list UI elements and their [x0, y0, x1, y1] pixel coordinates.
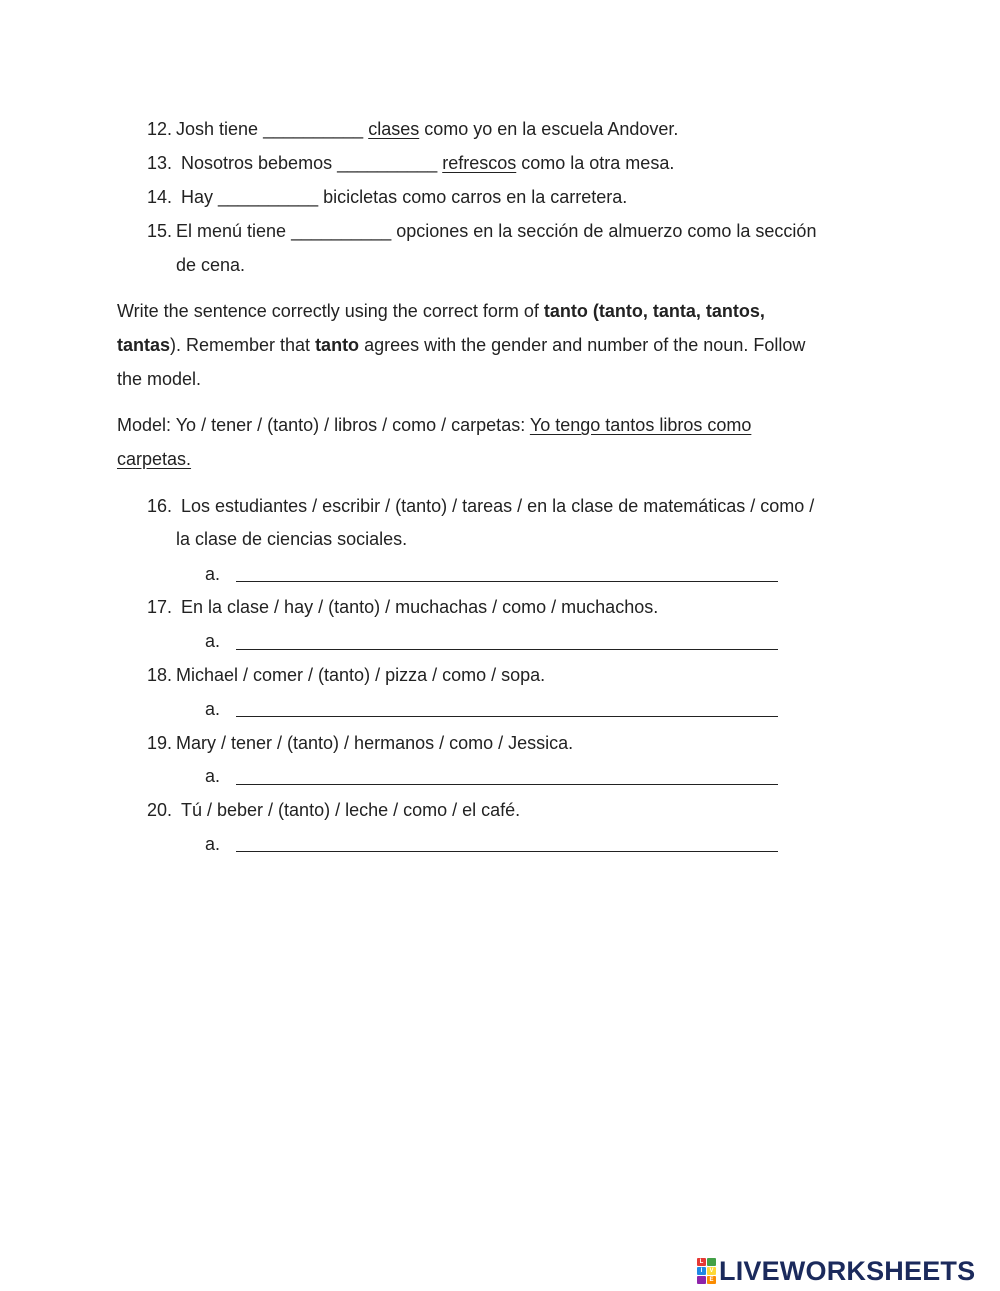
- logo-letter: E: [707, 1276, 716, 1284]
- answer-blank[interactable]: __________: [337, 153, 438, 173]
- liveworksheets-logo: [697, 1255, 976, 1286]
- model-answer-continuation: carpetas.: [117, 449, 192, 469]
- item-number: 17.: [147, 597, 173, 617]
- answer-line[interactable]: [236, 581, 778, 582]
- answer-label: a.: [205, 699, 221, 719]
- sentence-start: Nosotros bebemos: [181, 153, 333, 173]
- answer-line[interactable]: [236, 851, 778, 852]
- answer-label: a.: [205, 834, 221, 854]
- item-number: 15.: [147, 221, 173, 241]
- item-number: 19.: [147, 733, 173, 753]
- answer-blank[interactable]: __________: [291, 221, 392, 241]
- sentence-end: como la otra mesa.: [521, 153, 675, 173]
- instructions-text: the model.: [117, 369, 202, 389]
- exercise-prompt: Michael / comer / (tanto) / pizza / como / sopa.: [176, 665, 546, 685]
- exercise-prompt: Mary / tener / (tanto) / hermanos / como / Jessica.: [176, 733, 574, 753]
- model-answer: Yo tengo tantos libros como: [529, 415, 752, 435]
- answer-label: a.: [205, 766, 221, 786]
- answer-line[interactable]: [236, 716, 778, 717]
- item-number: 20.: [147, 800, 173, 820]
- answer-label: a.: [205, 631, 221, 651]
- answer-blank[interactable]: __________: [263, 119, 364, 139]
- logo-letter: V: [707, 1267, 716, 1275]
- sentence-start: Hay: [181, 187, 214, 207]
- instructions-bold: tanto: [315, 335, 360, 355]
- logo-letter: L: [697, 1258, 706, 1266]
- logo-letter: I: [697, 1267, 706, 1275]
- item-number: 16.: [147, 496, 173, 516]
- instructions-bold: tanto (tanto, tanta, tantos,: [543, 301, 765, 321]
- item-number: 18.: [147, 665, 173, 685]
- logo-blocks-icon: [697, 1258, 716, 1284]
- item-number: 13.: [147, 153, 173, 173]
- noun: clases: [368, 119, 420, 139]
- instructions-text: ). Remember that: [170, 335, 316, 355]
- sentence-continuation: de cena.: [176, 255, 246, 275]
- sentence-start: Josh tiene: [176, 119, 259, 139]
- exercise-prompt: Los estudiantes / escribir / (tanto) / tareas / en la clase de matemáticas / como /: [181, 496, 815, 516]
- sentence-end: bicicletas como carros en la carretera.: [323, 187, 628, 207]
- instructions-bold: tantas: [117, 335, 171, 355]
- sentence-end: como yo en la escuela Andover.: [424, 119, 679, 139]
- answer-line[interactable]: [236, 649, 778, 650]
- exercise-prompt: Tú / beber / (tanto) / leche / como / el café.: [181, 800, 521, 820]
- answer-label: a.: [205, 564, 221, 584]
- instructions-text: Write the sentence correctly using the correct form of: [117, 301, 544, 321]
- model-prompt: Model: Yo / tener / (tanto) / libros / como / carpetas:: [117, 415, 530, 435]
- exercise-prompt-continuation: la clase de ciencias sociales.: [176, 529, 408, 549]
- sentence-start: El menú tiene: [176, 221, 287, 241]
- sentence-end: opciones en la sección de almuerzo como la sección: [396, 221, 817, 241]
- noun: refrescos: [442, 153, 517, 173]
- logo-text: LIVEWORKSHEETS: [719, 1255, 976, 1286]
- answer-blank[interactable]: __________: [218, 187, 319, 207]
- instructions-text: agrees with the gender and number of the noun. Follow: [359, 335, 806, 355]
- answer-line[interactable]: [236, 784, 778, 785]
- item-number: 14.: [147, 187, 173, 207]
- item-number: 12.: [147, 119, 173, 139]
- exercise-prompt: En la clase / hay / (tanto) / muchachas / como / muchachos.: [181, 597, 659, 617]
